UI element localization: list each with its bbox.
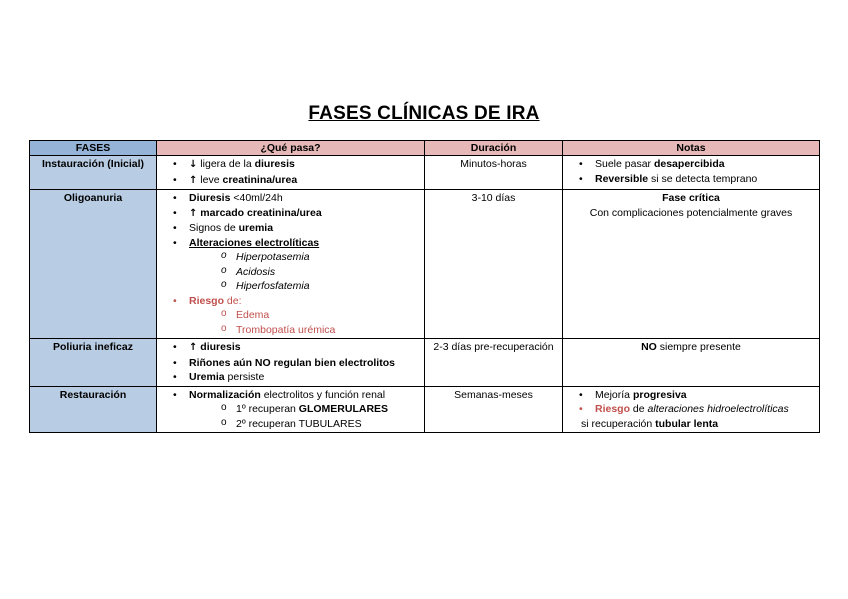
- text: electrolitos y función renal: [260, 388, 386, 401]
- sub-list-item: o 2º recuperan TUBULARES: [189, 417, 421, 432]
- fase-cell: Instauración (Inicial): [30, 156, 157, 190]
- list-item: [160, 191, 421, 206]
- list-item: [160, 294, 421, 338]
- list-item: [566, 172, 816, 187]
- text: de:: [224, 294, 242, 307]
- notas-cell: [563, 156, 820, 190]
- text: persiste: [224, 371, 265, 383]
- list-item: [566, 388, 816, 403]
- text-bold: GLOMERULARES: [298, 403, 389, 415]
- text-bold: marcado creatinina/urea: [197, 206, 322, 219]
- list-item: [566, 402, 816, 417]
- text: de: [630, 403, 648, 415]
- text-bold: Riesgo: [189, 294, 225, 307]
- text-italic: alteraciones hidroelectrolíticas: [647, 403, 789, 415]
- notas-cell: [563, 190, 820, 339]
- text: Mejoría: [595, 388, 633, 401]
- notas-continuation: [566, 417, 816, 432]
- text: Signos de: [189, 222, 239, 234]
- text-bold: tubular lenta: [655, 417, 719, 430]
- text-bold: Diuresis: [189, 192, 231, 204]
- text-bold: diuresis: [254, 158, 295, 170]
- sub-list-item: [189, 402, 421, 417]
- fase-cell: Oligoanuria: [30, 190, 157, 339]
- text-bold: NO: [641, 341, 657, 353]
- text: si recuperación: [581, 417, 656, 430]
- header-row: [30, 141, 820, 156]
- sub-list-item: o Edema: [189, 308, 421, 323]
- notas-cell: [563, 339, 820, 387]
- text-bold: desapercibida: [653, 158, 725, 170]
- header-duracion: Duración: [425, 141, 563, 156]
- header-notas: Notas: [563, 141, 820, 156]
- list-item: [160, 340, 421, 356]
- list-item: [160, 206, 421, 222]
- text: ligera de la: [197, 158, 255, 170]
- list-item: [160, 157, 421, 173]
- text: <40ml/24h: [230, 192, 283, 204]
- sub-list-item: o Acidosis: [189, 265, 421, 280]
- que-pasa-cell: [157, 190, 425, 339]
- text-bold: progresiva: [632, 388, 687, 401]
- notas-cell: [563, 386, 820, 433]
- list-item: [160, 370, 421, 385]
- up-arrow-icon: ↑: [189, 207, 198, 219]
- fase-cell: Poliuria ineficaz: [30, 339, 157, 387]
- list-item: [160, 388, 421, 432]
- list-item: [160, 356, 421, 371]
- list-item: [160, 173, 421, 189]
- notas-line: Con complicaciones potencialmente graves: [589, 206, 793, 219]
- header-fases: FASES: [30, 141, 157, 156]
- sub-list-item: o Trombopatía urémica: [189, 323, 421, 338]
- fase-cell: Restauración: [30, 386, 157, 433]
- up-arrow-icon: ↑: [189, 342, 198, 353]
- text: 1º recuperan: [236, 403, 299, 415]
- down-arrow-icon: ↓: [189, 159, 198, 170]
- list-item: [566, 157, 816, 172]
- duracion-cell: Semanas-meses: [425, 386, 563, 433]
- text: si se detecta temprano: [648, 172, 758, 185]
- table-row: [30, 156, 820, 190]
- duracion-cell: 2-3 días pre-recuperación: [425, 339, 563, 387]
- table-row: [30, 190, 820, 339]
- text-bold: Alteraciones electrolíticas: [189, 236, 320, 249]
- header-que-pasa: ¿Qué pasa?: [157, 141, 425, 156]
- list-item: [160, 221, 421, 236]
- text-bold: creatinina/urea: [222, 173, 298, 186]
- text: Suele pasar: [595, 158, 654, 170]
- text-bold: Normalización: [189, 388, 261, 401]
- que-pasa-cell: [157, 156, 425, 190]
- sub-list-item: o Hiperfosfatemia: [189, 279, 421, 294]
- text: leve: [197, 173, 223, 186]
- text: siempre presente: [656, 341, 741, 353]
- text-bold: Uremia: [189, 371, 225, 383]
- que-pasa-cell: [157, 386, 425, 433]
- text-bold: Riñones aún NO regulan bien electrolitos: [189, 356, 395, 369]
- table-row: [30, 386, 820, 433]
- list-item: [160, 236, 421, 294]
- table-row: [30, 339, 820, 387]
- duracion-cell: Minutos-horas: [425, 156, 563, 190]
- page-title: FASES CLÍNICAS DE IRA: [308, 103, 540, 124]
- up-arrow-icon: ↑: [189, 174, 198, 186]
- duracion-cell: 3-10 días: [425, 190, 563, 339]
- text-bold: diuresis: [197, 341, 241, 353]
- text-bold: Riesgo: [595, 403, 631, 415]
- phases-table: [29, 140, 820, 433]
- sub-list-item: o Hiperpotasemia: [189, 250, 421, 265]
- notas-line: Fase crítica: [662, 192, 720, 204]
- que-pasa-cell: [157, 339, 425, 387]
- text-bold: uremia: [238, 222, 274, 234]
- text-bold: Reversible: [595, 172, 649, 185]
